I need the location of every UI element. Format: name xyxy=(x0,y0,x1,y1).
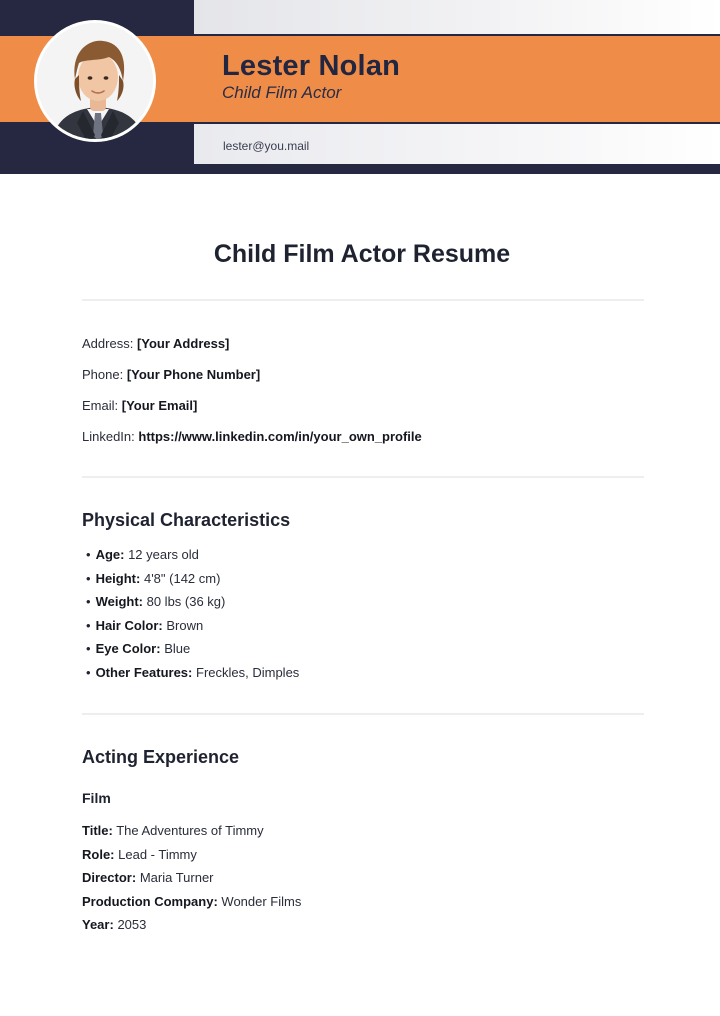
list-item xyxy=(86,663,299,687)
contact-address xyxy=(82,336,229,351)
film-row xyxy=(82,845,301,869)
film-details xyxy=(82,821,301,939)
contact-value: https://www.linkedin.com/in/your_own_profile xyxy=(138,429,422,444)
divider xyxy=(82,299,644,301)
film-row xyxy=(82,915,301,939)
item-label: Height: xyxy=(95,570,141,586)
document-title: Child Film Actor Resume xyxy=(213,240,511,268)
divider xyxy=(82,713,644,715)
contact-label: Email: xyxy=(82,398,119,413)
item-value: 80 lbs (36 kg) xyxy=(146,594,226,610)
item-value: 4'8" (142 cm) xyxy=(143,570,221,586)
header-top-strip xyxy=(194,0,720,34)
section-title-physical: Physical Characteristics xyxy=(82,510,291,530)
film-row xyxy=(82,821,301,845)
divider xyxy=(82,476,644,478)
list-item xyxy=(86,545,299,569)
item-value: Maria Turner xyxy=(139,870,214,886)
subsection-title-film: Film xyxy=(82,790,111,806)
list-item xyxy=(86,616,299,640)
film-row xyxy=(82,868,301,892)
contact-phone xyxy=(82,367,260,382)
item-value: Brown xyxy=(166,617,204,633)
item-label: Title: xyxy=(82,823,113,838)
item-label: Eye Color: xyxy=(95,641,161,657)
item-value: Lead - Timmy xyxy=(118,846,197,862)
contact-value: [Your Email] xyxy=(121,398,198,413)
contact-value: [Your Phone Number] xyxy=(126,367,261,382)
item-label: Production Company: xyxy=(82,893,218,909)
resume-header xyxy=(0,0,720,174)
contact-email xyxy=(82,398,197,413)
contact-linkedin xyxy=(82,429,422,444)
item-label: Age: xyxy=(95,547,125,562)
contact-value: [Your Address] xyxy=(136,336,230,351)
contact-label: LinkedIn: xyxy=(82,429,135,444)
item-value: Blue xyxy=(164,641,191,657)
item-label: Year: xyxy=(82,917,114,933)
contact-label: Phone: xyxy=(82,367,124,382)
candidate-name: Lester Nolan xyxy=(222,50,401,82)
candidate-role: Child Film Actor xyxy=(222,83,342,102)
header-email: lester@you.mail xyxy=(223,139,310,153)
film-row xyxy=(82,892,301,916)
item-label: Hair Color: xyxy=(95,617,163,633)
list-item xyxy=(86,569,299,593)
list-item xyxy=(86,592,299,616)
physical-list xyxy=(86,545,299,687)
profile-photo xyxy=(34,20,156,142)
item-label: Other Features: xyxy=(95,664,193,680)
list-item xyxy=(86,639,299,663)
item-value: The Adventures of Timmy xyxy=(116,823,264,838)
item-label: Role: xyxy=(82,846,115,862)
item-value: 12 years old xyxy=(128,547,199,562)
item-value: Wonder Films xyxy=(221,893,302,909)
item-label: Director: xyxy=(82,870,137,886)
section-title-experience: Acting Experience xyxy=(82,747,240,767)
header-bottom-bar xyxy=(0,164,720,174)
item-value: 2053 xyxy=(117,917,147,933)
item-value: Freckles, Dimples xyxy=(196,664,300,680)
item-label: Weight: xyxy=(95,594,143,610)
contact-label: Address: xyxy=(82,336,134,351)
